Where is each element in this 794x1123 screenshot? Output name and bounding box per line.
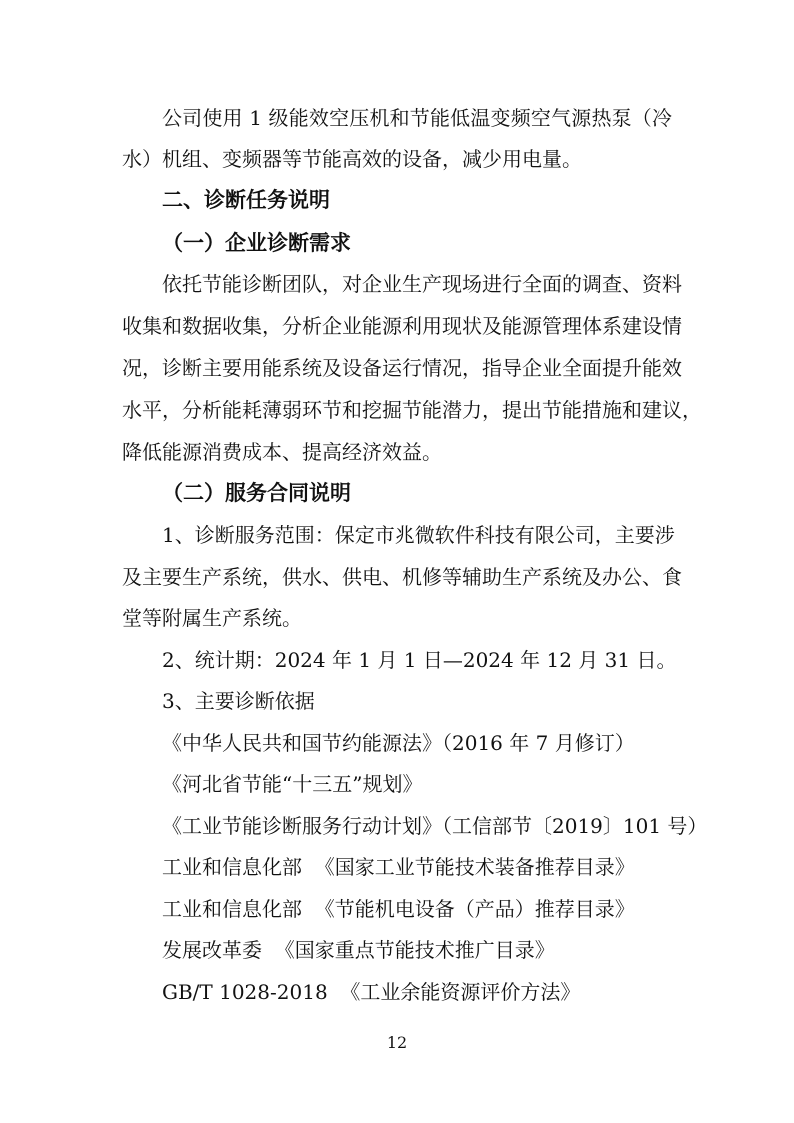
paragraph-line: 况，诊断主要用能系统及设备运行情况，指导企业全面提升能效 — [122, 356, 682, 380]
intro-line-1: 公司使用 1 级能效空压机和节能低温变频空气源热泵（冷 — [162, 106, 672, 130]
paragraph-line: 依托节能诊断团队，对企业生产现场进行全面的调查、资料 — [162, 272, 682, 296]
page-number: 12 — [386, 1033, 408, 1052]
paragraph-line: 降低能源消费成本、提高经济效益。 — [122, 440, 442, 464]
basis-item: GB/T 1028-2018 《工业余能资源评价方法》 — [162, 980, 581, 1004]
basis-item: 《河北省节能“十三五”规划》 — [162, 772, 423, 796]
scope-line: 堂等附属生产系统。 — [122, 606, 302, 630]
basis-item: 《工业节能诊断服务行动计划》（工信部节〔2019〕101 号） — [162, 814, 708, 838]
subsection-heading-1: （一）企业诊断需求 — [162, 230, 351, 255]
scope-line: 1、诊断服务范围：保定市兆微软件科技有限公司，主要涉 — [162, 523, 675, 547]
statistics-period: 2、统计期：2024 年 1 月 1 日—2024 年 12 月 31 日。 — [162, 648, 677, 672]
basis-item: 发展改革委 《国家重点节能技术推广目录》 — [162, 938, 555, 962]
paragraph-line: 水平，分析能耗薄弱环节和挖掘节能潜力，提出节能措施和建议， — [122, 398, 702, 422]
scope-line: 及主要生产系统，供水、供电、机修等辅助生产系统及办公、食 — [122, 565, 682, 589]
basis-heading: 3、主要诊断依据 — [162, 689, 315, 713]
basis-item: 工业和信息化部 《国家工业节能技术装备推荐目录》 — [162, 855, 635, 879]
paragraph-line: 收集和数据收集，分析企业能源利用现状及能源管理体系建设情 — [122, 314, 682, 338]
basis-item: 《中华人民共和国节约能源法》（2016 年 7 月修订） — [162, 731, 635, 755]
section-heading: 二、诊断任务说明 — [162, 187, 330, 212]
basis-item: 工业和信息化部 《节能机电设备（产品）推荐目录》 — [162, 897, 635, 921]
subsection-heading-2: （二）服务合同说明 — [162, 480, 351, 505]
intro-line-2: 水）机组、变频器等节能高效的设备，减少用电量。 — [122, 147, 582, 171]
